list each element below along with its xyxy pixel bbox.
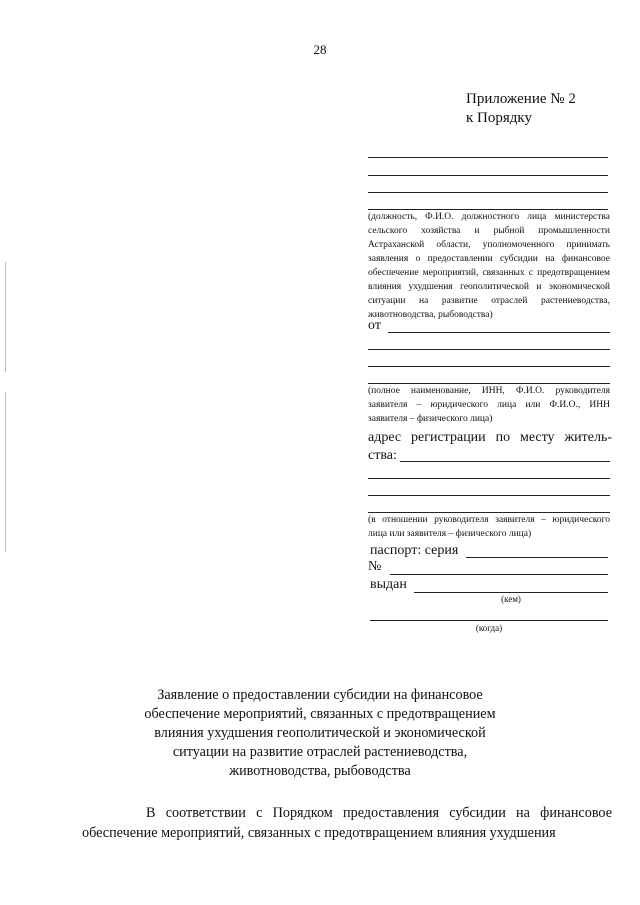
official-line-3[interactable] [368, 192, 608, 193]
applicant-caption: (полное наименование, ИНН, Ф.И.О. руководителя заявителя – юридического лица или Ф.И.О., ИНН заявителя – физического лица) [368, 386, 610, 424]
title-line: Заявление о предоставлении субсидии на финансовое [157, 687, 483, 703]
from-line-2[interactable] [368, 349, 610, 350]
address-line-1[interactable] [400, 461, 610, 462]
passport-issued-line[interactable] [414, 592, 608, 593]
passport-number-line[interactable] [390, 574, 608, 575]
from-line-3[interactable] [368, 366, 610, 367]
page-number: 28 [313, 42, 327, 57]
address-line-3[interactable] [368, 495, 610, 496]
address-line-2[interactable] [368, 478, 610, 479]
issued-when-caption: (когда) [475, 623, 503, 633]
scan-mark [5, 392, 6, 552]
appendix-reference: к Порядку [466, 110, 532, 126]
appendix-heading [466, 90, 576, 128]
official-line-1[interactable] [368, 157, 608, 158]
passport-series-label: паспорт: серия [370, 543, 459, 558]
from-line-1[interactable] [388, 332, 610, 333]
official-line-2[interactable] [368, 175, 608, 176]
address-label-2: ства: [368, 448, 397, 463]
passport-number-label: № [368, 559, 382, 574]
title-line: обеспечение мероприятий, связанных с предотвращением [144, 706, 496, 722]
appendix-number: Приложение № 2 [466, 91, 576, 107]
document-title [100, 686, 540, 781]
from-label: от [368, 318, 381, 333]
body-paragraph: В соответствии с Порядком предоставления субсидии на финансовое обеспечение мероприятий, связанных с предотвращением влияния ухудшения [82, 805, 612, 841]
address-label-1: адрес регистрации по месту житель- [368, 430, 612, 445]
address-caption: (в отношении руководителя заявителя – юридического лица или заявителя – физического лица) [368, 515, 610, 539]
scan-mark [5, 262, 6, 372]
official-caption: (должность, Ф.И.О. должностного лица министерства сельского хозяйства и рыбной промышленности Астраханской области, уполномоченного принимать заявления о предоставлении субсидии на финансовое обеспечение мероприятий, связанных с предотвращением влияния ухудшения геополитической и экономической ситуации на развитие отраслей растениеводства, животноводства, рыбоводства) [368, 212, 610, 320]
title-line: влияния ухудшения геополитической и экономической [154, 725, 486, 741]
issued-by-caption: (кем) [501, 594, 521, 604]
passport-issued-when-line[interactable] [370, 620, 608, 621]
passport-issued-label: выдан [370, 577, 407, 592]
passport-series-line[interactable] [466, 557, 608, 558]
title-line: ситуации на развитие отраслей растениеводства, [172, 744, 468, 760]
title-line: животноводства, рыбоводства [229, 763, 411, 779]
